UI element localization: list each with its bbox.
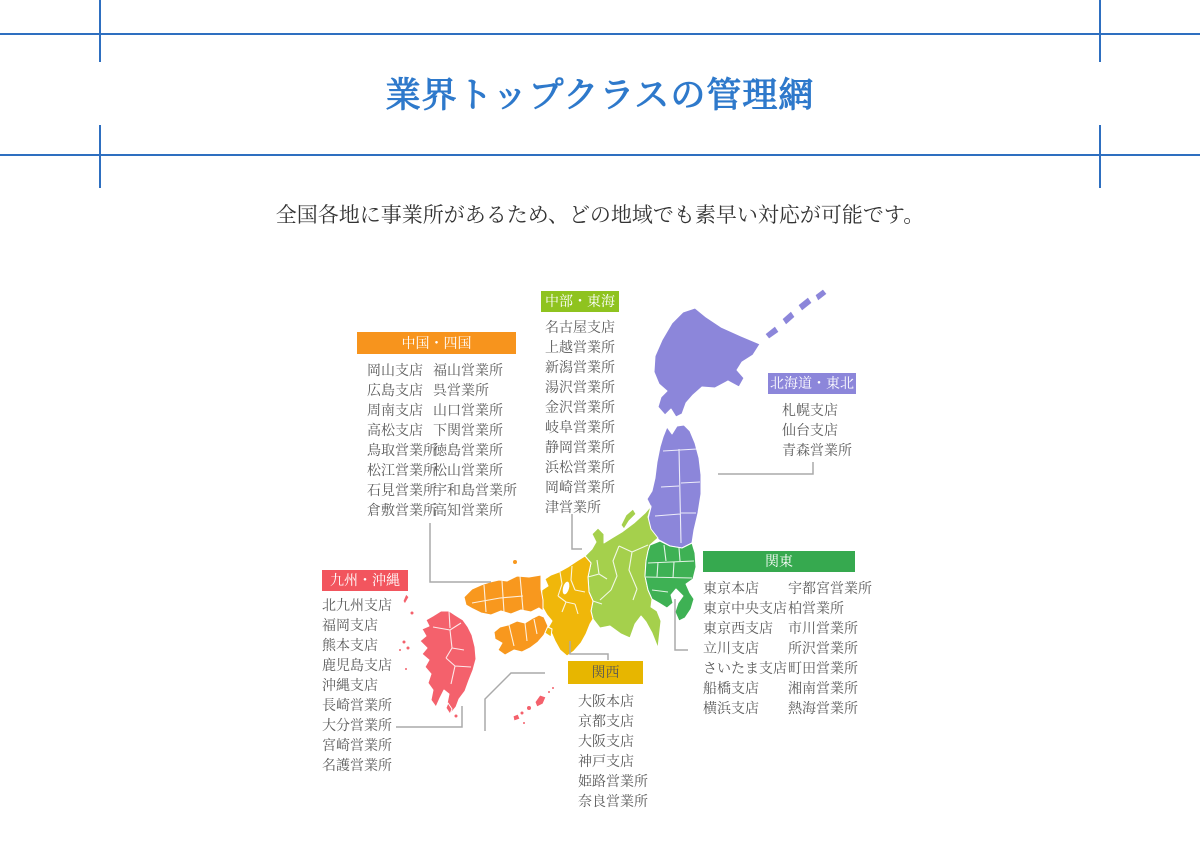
region-block-kyushu-okinawa [322,570,417,775]
office-item: 宇都宮営業所 [788,580,872,596]
office-item: 青森営業所 [782,442,852,458]
office-item: 浜松営業所 [545,459,615,475]
office-item: 松江営業所 [367,462,437,478]
map-region-kansai [541,556,593,656]
office-item: 湯沢営業所 [545,379,615,395]
office-item: 岐阜営業所 [545,419,615,435]
office-item: 所沢営業所 [788,640,858,656]
office-item: 東京中央支店 [703,600,787,616]
office-item: 北九州支店 [322,597,392,613]
map-region-chugoku-shikoku [464,560,548,656]
office-item: 大分営業所 [322,717,392,733]
region-block-chugoku-shikoku [357,332,519,520]
office-item: 松山営業所 [433,462,503,478]
office-list-chubu-tokai [541,317,631,517]
region-block-hokkaido-tohoku [768,373,868,460]
page-title: 業界トップクラスの管理網 [385,76,815,115]
region-badge-kansai: 関西 [568,661,643,684]
office-item: 鹿児島支店 [322,657,392,673]
office-list-hokkaido-tohoku [768,400,868,460]
office-item: 東京西支店 [703,620,773,636]
office-list-kanto-col2 [788,578,872,718]
office-item: 新潟営業所 [545,359,615,375]
office-item: 町田営業所 [788,660,858,676]
office-item: 呉営業所 [433,382,489,398]
office-item: 下関営業所 [433,422,503,438]
region-badge-kanto: 関東 [703,551,855,572]
office-item: 徳島営業所 [433,442,503,458]
office-item: 山口営業所 [433,402,503,418]
decor-vertical-tick [99,0,101,62]
office-item: 大阪支店 [578,733,634,749]
office-item: 岡崎営業所 [545,479,615,495]
region-block-kanto [703,551,873,718]
office-item: 静岡営業所 [545,439,615,455]
office-item: 石見営業所 [367,482,437,498]
decor-vertical-tick [1099,0,1101,62]
office-item: 上越営業所 [545,339,615,355]
office-item: 熱海営業所 [788,700,858,716]
office-item: 札幌支店 [782,402,838,418]
map-region-kyushu-okinawa [399,594,555,725]
decor-horizontal-line-top [0,33,1200,35]
decor-vertical-tick [1099,125,1101,188]
office-item: 倉敷営業所 [367,502,437,518]
office-item: 鳥取営業所 [367,442,437,458]
office-list-chugoku-shikoku-col1 [367,360,437,520]
region-block-kansai [568,661,653,811]
office-item: 宇和島営業所 [433,482,517,498]
page-subtitle: 全国各地に事業所があるため、どの地域でも素早い対応が可能です。 [275,204,925,227]
office-item: 周南支店 [367,402,423,418]
decor-vertical-tick [99,125,101,188]
office-item: 横浜支店 [703,700,759,716]
office-item: 福山営業所 [433,362,503,378]
office-item: 名古屋支店 [545,319,615,335]
office-item: 宮崎営業所 [322,737,392,753]
office-item: 湘南営業所 [788,680,858,696]
office-item: 高松支店 [367,422,423,438]
region-badge-chubu-tokai: 中部・東海 [541,291,619,312]
office-item: 柏営業所 [788,600,844,616]
office-item: 姫路営業所 [578,773,648,789]
office-item: 岡山支店 [367,362,423,378]
region-block-chubu-tokai [541,291,631,517]
decor-horizontal-line-bottom [0,154,1200,156]
office-item: 大阪本店 [578,693,634,709]
office-list-chugoku-shikoku-col2 [433,360,517,520]
office-item: 神戸支店 [578,753,634,769]
office-list-kanto-col1 [703,578,788,718]
office-item: 京都支店 [578,713,634,729]
office-item: 名護営業所 [322,757,392,773]
office-list-kansai [568,691,653,811]
office-list-kyushu-okinawa [322,595,417,775]
office-item: 熊本支店 [322,637,378,653]
region-badge-kyushu-okinawa: 九州・沖縄 [322,570,408,591]
office-item: 沖縄支店 [322,677,378,693]
office-item: 立川支店 [703,640,759,656]
region-badge-chugoku-shikoku: 中国・四国 [357,332,516,354]
office-item: 長崎営業所 [322,697,392,713]
office-item: 奈良営業所 [578,793,648,809]
office-item: 津営業所 [545,499,601,515]
region-badge-hokkaido-tohoku: 北海道・東北 [768,373,856,394]
office-item: 高知営業所 [433,502,503,518]
office-item: 東京本店 [703,580,759,596]
office-item: 福岡支店 [322,617,378,633]
office-item: 仙台支店 [782,422,838,438]
office-item: 金沢営業所 [545,399,615,415]
office-item: 市川営業所 [788,620,858,636]
office-item: 船橋支店 [703,680,759,696]
office-item: さいたま支店 [703,660,787,676]
office-item: 広島支店 [367,382,423,398]
